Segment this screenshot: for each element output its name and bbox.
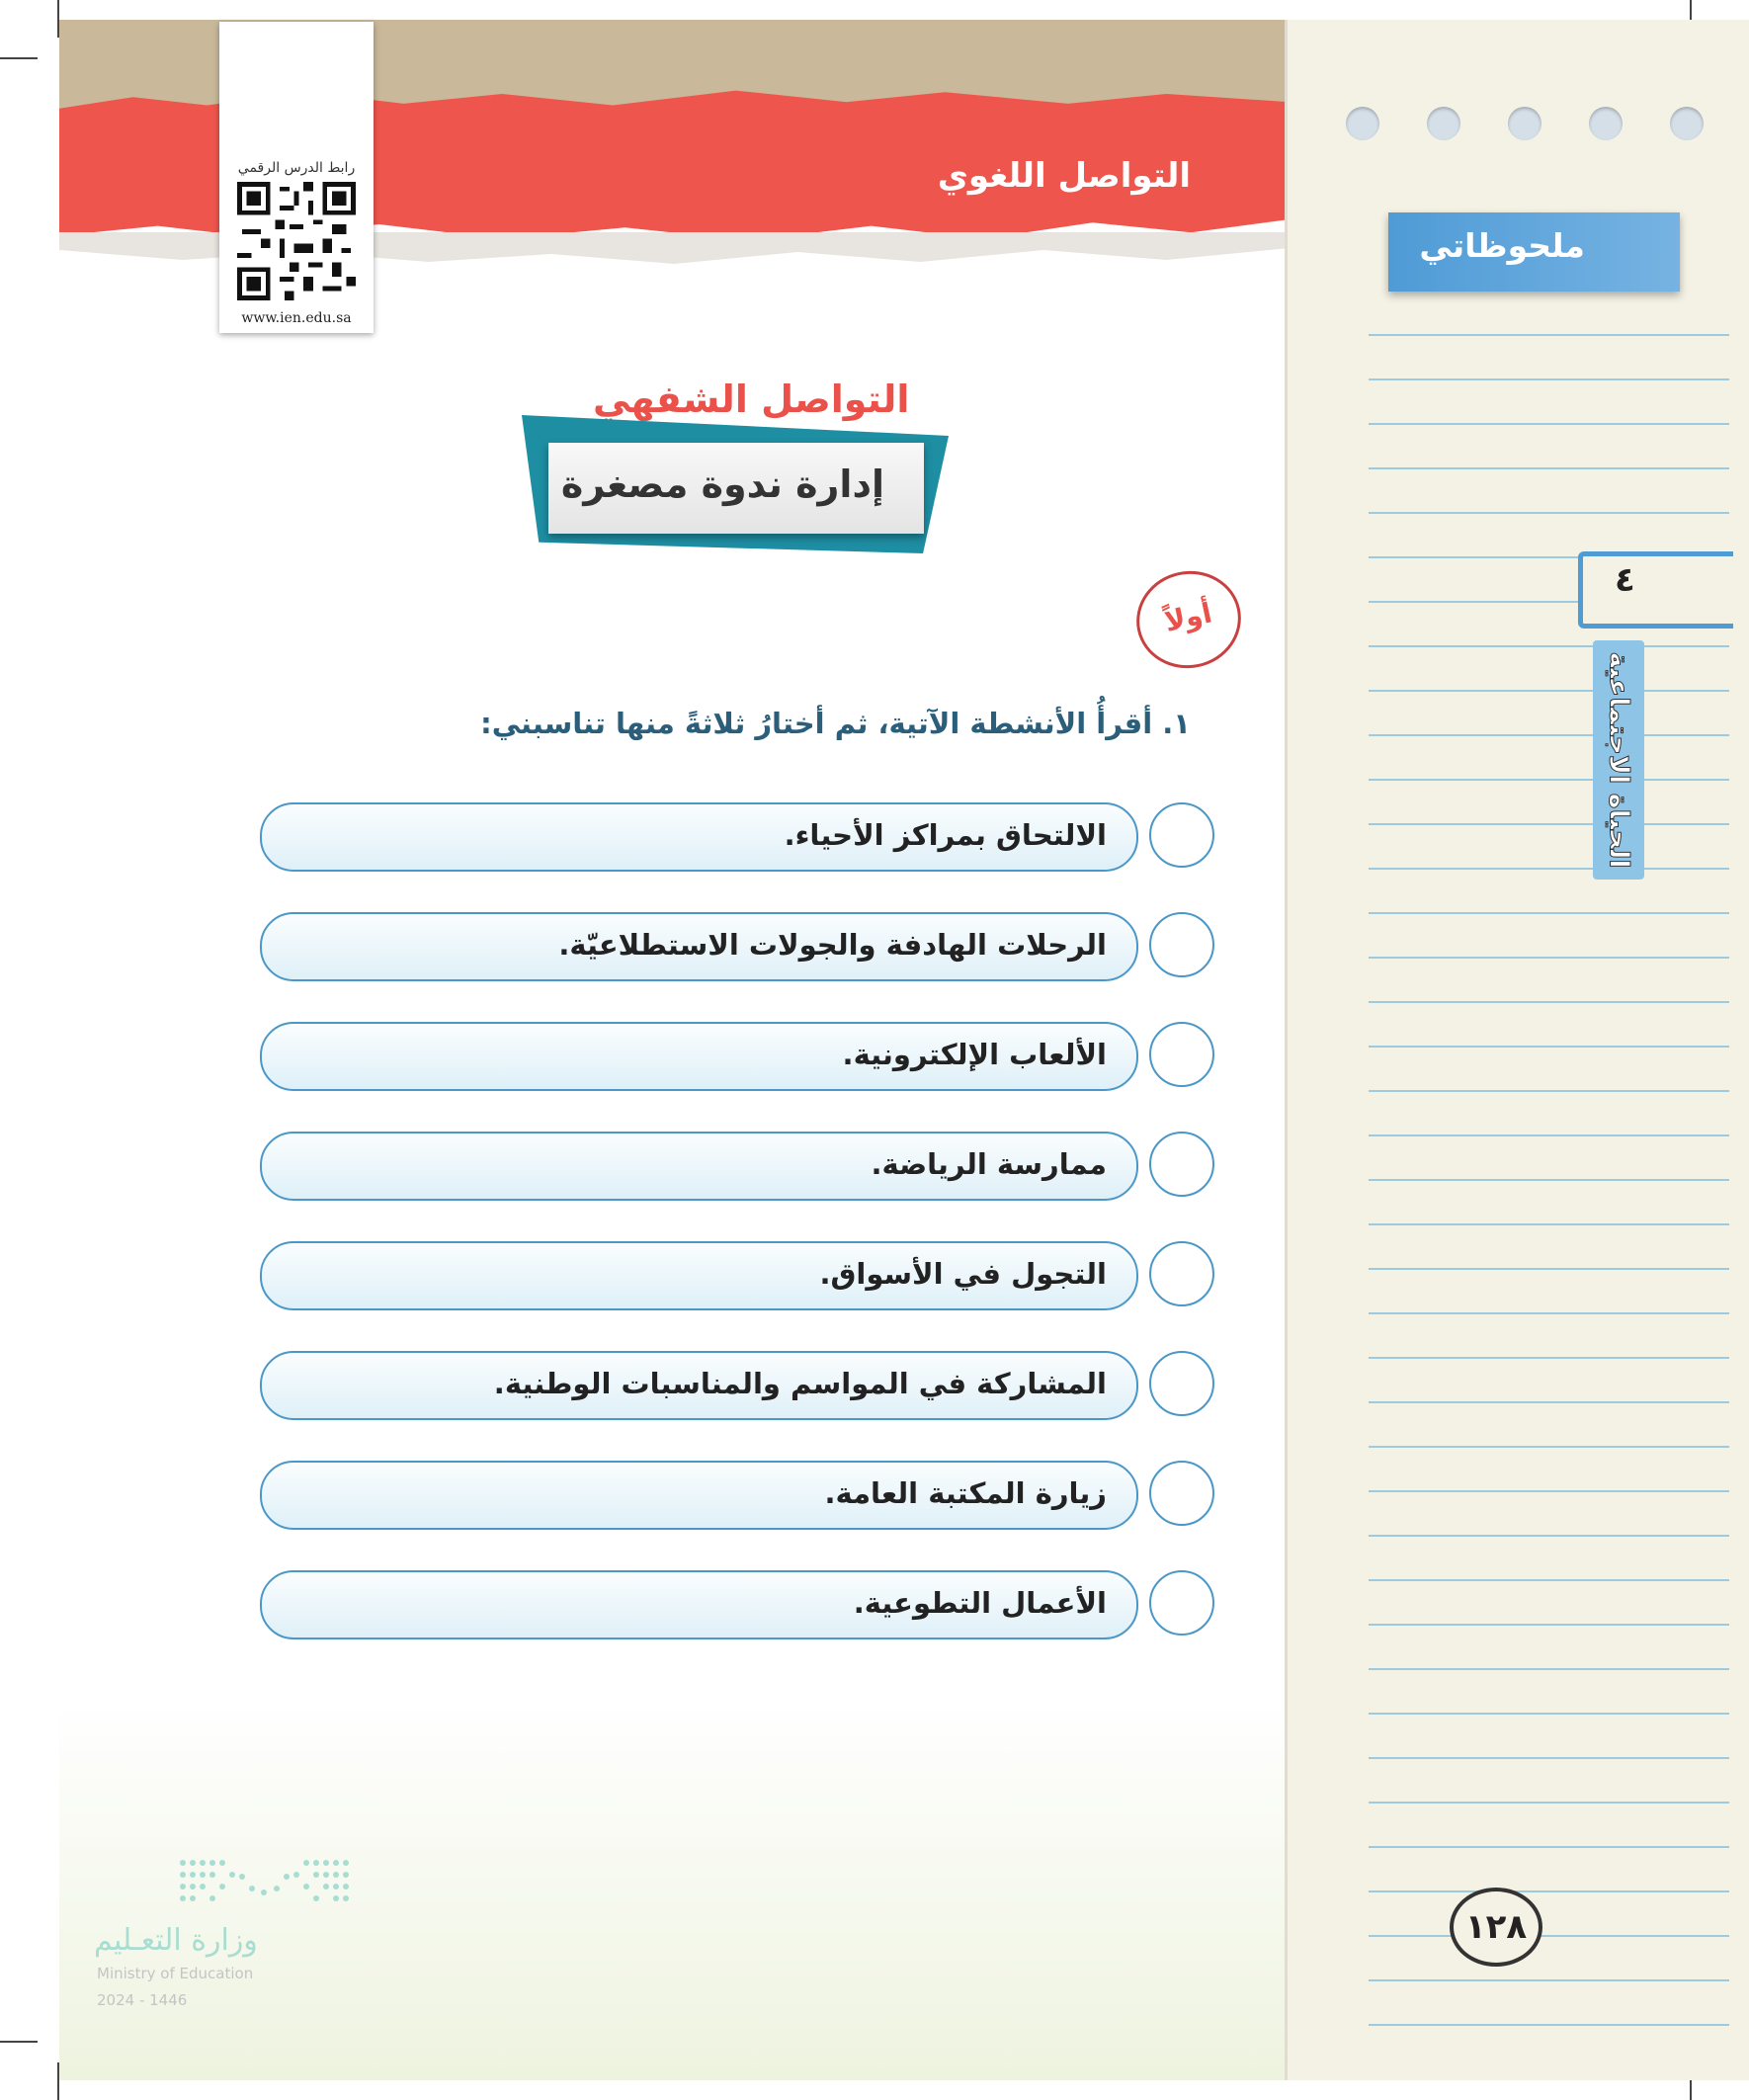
option-checkbox[interactable]: [1149, 802, 1214, 868]
notes-ruled-line: [1369, 1446, 1729, 1448]
unit-name: الحياة الاجتماعية: [1603, 651, 1634, 869]
notes-ruled-line: [1369, 1935, 1729, 1937]
binder-hole: [1589, 107, 1623, 140]
ministry-year: 2024 - 1446: [97, 1991, 188, 2009]
section-badge: أولاً: [1127, 561, 1250, 678]
notes-ruled-line: [1369, 1757, 1729, 1759]
notes-ruled-line: [1369, 1179, 1729, 1181]
notes-ruled-line: [1369, 957, 1729, 959]
unit-name-tab: [1593, 640, 1644, 880]
option-pill: [260, 1461, 1138, 1530]
page-number: ١٢٨: [1450, 1888, 1542, 1967]
notes-ruled-line: [1369, 512, 1729, 514]
notes-tab: [1388, 212, 1680, 292]
unit-number-box: [1578, 551, 1733, 629]
notes-ruled-line: [1369, 912, 1729, 914]
notes-ruled-line: [1369, 1713, 1729, 1715]
option-checkbox[interactable]: [1149, 1570, 1214, 1636]
notes-ruled-line: [1369, 1979, 1729, 1981]
notes-ruled-line: [1369, 1312, 1729, 1314]
ministry-name-en: Ministry of Education: [97, 1965, 254, 1982]
binder-hole: [1670, 107, 1704, 140]
option-checkbox[interactable]: [1149, 1461, 1214, 1526]
option-checkbox[interactable]: [1149, 912, 1214, 977]
notes-ruled-line: [1369, 1535, 1729, 1537]
option-text: الرحلات الهادفة والجولات الاستطلاعيّة.: [558, 928, 1107, 962]
ministry-logo-icon: [178, 1858, 351, 1907]
ministry-name-ar: وزارة التعـليم: [94, 1923, 258, 1958]
notes-ruled-line: [1369, 1890, 1729, 1892]
notes-column: [1285, 20, 1749, 2080]
option-checkbox[interactable]: [1149, 1022, 1214, 1087]
title-banner: [548, 443, 924, 534]
notes-ruled-line: [1369, 1134, 1729, 1136]
binder-hole: [1346, 107, 1379, 140]
notes-ruled-line: [1369, 823, 1729, 825]
option-pill: [260, 1132, 1138, 1201]
qr-card[interactable]: [219, 22, 374, 333]
option-text: ممارسة الرياضة.: [871, 1147, 1107, 1181]
binder-hole: [1427, 107, 1460, 140]
notes-ruled-line: [1369, 1579, 1729, 1581]
notes-ruled-line: [1369, 1357, 1729, 1359]
option-pill: [260, 912, 1138, 981]
notes-ruled-line: [1369, 1001, 1729, 1003]
option-pill: [260, 1241, 1138, 1310]
notes-ruled-line: [1369, 334, 1729, 336]
section-title: التواصل اللغوي: [937, 156, 1191, 196]
notes-ruled-line: [1369, 2024, 1729, 2026]
option-checkbox[interactable]: [1149, 1241, 1214, 1306]
option-text: الالتحاق بمراكز الأحياء.: [784, 818, 1107, 852]
lesson-title: إدارة ندوة مصغرة: [560, 462, 884, 506]
notes-ruled-line: [1369, 1490, 1729, 1492]
option-pill: [260, 802, 1138, 872]
notes-title: ملحوظاتي: [1419, 226, 1585, 265]
crop-mark: [0, 2041, 38, 2043]
option-text: التجول في الأسواق.: [819, 1257, 1107, 1291]
qr-code-icon[interactable]: [237, 182, 356, 300]
notes-ruled-line: [1369, 467, 1729, 469]
option-text: المشاركة في المواسم والمناسبات الوطنية.: [493, 1367, 1107, 1400]
option-text: زيارة المكتبة العامة.: [824, 1476, 1107, 1510]
crop-mark: [57, 2062, 59, 2100]
option-text: الأعمال التطوعية.: [853, 1586, 1107, 1620]
question-text: ١. أقرأُ الأنشطة الآتية، ثم أختارُ ثلاثةً منها تناسبني:: [480, 707, 1191, 740]
binder-hole: [1508, 107, 1541, 140]
option-pill: [260, 1351, 1138, 1420]
unit-number: ٤: [1615, 560, 1635, 600]
notes-ruled-line: [1369, 734, 1729, 736]
notes-ruled-line: [1369, 645, 1729, 647]
option-checkbox[interactable]: [1149, 1351, 1214, 1416]
notes-ruled-line: [1369, 378, 1729, 380]
lesson-subtitle: التواصل الشفهي: [593, 378, 910, 421]
notes-ruled-line: [1369, 1223, 1729, 1225]
option-pill: [260, 1022, 1138, 1091]
option-checkbox[interactable]: [1149, 1132, 1214, 1197]
qr-caption: رابط الدرس الرقمي: [237, 160, 356, 176]
notes-ruled-line: [1369, 423, 1729, 425]
notes-ruled-line: [1369, 868, 1729, 870]
qr-url[interactable]: www.ien.edu.sa: [241, 310, 352, 326]
notes-ruled-line: [1369, 1090, 1729, 1092]
notes-ruled-line: [1369, 1846, 1729, 1848]
crop-mark: [0, 57, 38, 59]
option-pill: [260, 1570, 1138, 1639]
notes-ruled-line: [1369, 1668, 1729, 1670]
notes-ruled-line: [1369, 690, 1729, 692]
notes-ruled-line: [1369, 1624, 1729, 1626]
notes-ruled-line: [1369, 1401, 1729, 1403]
notes-ruled-line: [1369, 1268, 1729, 1270]
notes-ruled-line: [1369, 1046, 1729, 1048]
notes-ruled-line: [1369, 779, 1729, 781]
option-text: الألعاب الإلكترونية.: [842, 1038, 1107, 1071]
notes-ruled-line: [1369, 1802, 1729, 1804]
